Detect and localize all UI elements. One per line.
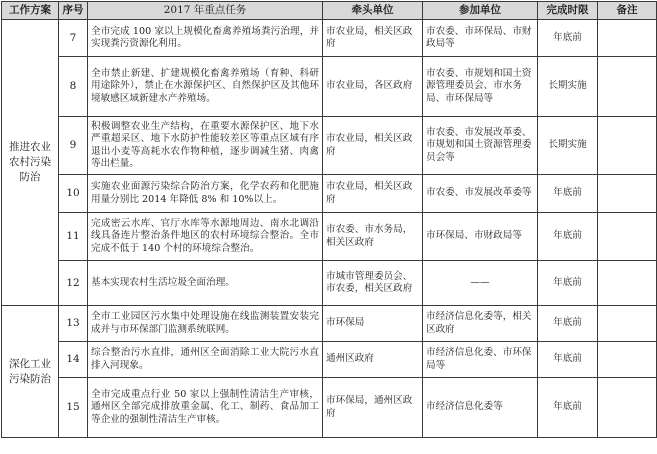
lead-unit-cell: 市城市管理委员会、市农委，相关区政府 [323, 261, 423, 306]
row-number: 10 [59, 175, 88, 213]
participants-cell: —— [423, 261, 538, 306]
task-cell: 全市禁止新建、扩建规模化畜禽养殖场（育种、科研用途除外），禁止在水源保护区、自然保护区及其他环境敏感区域新建水产养殖场。 [88, 57, 323, 117]
lead-unit-cell: 市农业局，相关区政府 [323, 175, 423, 213]
table-row [2, 57, 657, 117]
deadline-cell: 长期实施 [538, 57, 598, 117]
task-cell: 积极调整农业生产结构，在重要水源保护区、地下水严重超采区、地下水防护性能较差区等重点区域有序退出小麦等高耗水农作物种植，逐步调减生猪、肉禽等出栏量。 [88, 117, 323, 175]
deadline-cell: 年底前 [538, 261, 598, 306]
remarks-cell [598, 342, 657, 378]
plan-cell: 深化工业污染防治 [2, 306, 59, 438]
table-row [2, 20, 657, 57]
row-number: 11 [59, 213, 88, 261]
participants-cell: 市农委、市环保局、市财政局等 [423, 20, 538, 57]
deadline-cell: 年底前 [538, 175, 598, 213]
deadline-cell: 长期实施 [538, 117, 598, 175]
task-cell: 全市完成重点行业 50 家以上强制性清洁生产审核，通州区全部完成排放重金属、化工、制药、食品加工等企业的强制性清洁生产审核。 [88, 378, 323, 438]
table-row [2, 117, 657, 175]
task-cell: 全市工业园区污水集中处理设施在线监测装置安装完成并与市环保部门监测系统联网。 [88, 306, 323, 342]
lead-unit-cell: 市农业局，各区政府 [323, 57, 423, 117]
participants-cell: 市环保局、市财政局等 [423, 213, 538, 261]
header-remarks: 备注 [598, 2, 657, 20]
plan-cell: 推进农业农村污染防治 [2, 20, 59, 306]
lead-unit-cell: 市农业局，相关区政府 [323, 117, 423, 175]
header-plan: 工作方案 [2, 2, 59, 20]
participants-cell: 市农委、市规划和国土资源管理委员会、市水务局、市环保局等 [423, 57, 538, 117]
row-number: 8 [59, 57, 88, 117]
deadline-cell: 年底前 [538, 378, 598, 438]
header-row [2, 2, 657, 20]
row-number: 7 [59, 20, 88, 57]
table-row [2, 261, 657, 306]
task-table [1, 1, 657, 438]
participants-cell: 市农委、市发展改革委等 [423, 175, 538, 213]
task-cell: 综合整治污水直排，通州区全面消除工业大院污水直排入河现象。 [88, 342, 323, 378]
lead-unit-cell: 市农委、市水务局，相关区政府 [323, 213, 423, 261]
task-cell: 完成密云水库、官厅水库等水源地周边、南水北调沿线具备连片整治条件地区的农村环境综合整治。全市完成不低于 140 个村的环境综合整治。 [88, 213, 323, 261]
table-row [2, 175, 657, 213]
remarks-cell [598, 175, 657, 213]
table-row [2, 378, 657, 438]
row-number: 12 [59, 261, 88, 306]
header-deadline: 完成时限 [538, 2, 598, 20]
remarks-cell [598, 306, 657, 342]
task-cell: 基本实现农村生活垃圾全面治理。 [88, 261, 323, 306]
table-row [2, 342, 657, 378]
remarks-cell [598, 20, 657, 57]
deadline-cell: 年底前 [538, 20, 598, 57]
row-number: 13 [59, 306, 88, 342]
row-number: 9 [59, 117, 88, 175]
remarks-cell [598, 117, 657, 175]
header-participants: 参加单位 [423, 2, 538, 20]
remarks-cell [598, 378, 657, 438]
deadline-cell: 年底前 [538, 342, 598, 378]
lead-unit-cell: 通州区政府 [323, 342, 423, 378]
participants-cell: 市经济信息化委等 [423, 378, 538, 438]
table-row [2, 306, 657, 342]
row-number: 14 [59, 342, 88, 378]
task-cell: 全市完成 100 家以上规模化畜禽养殖场粪污治理，并实现粪污资源化利用。 [88, 20, 323, 57]
lead-unit-cell: 市环保局，通州区政府 [323, 378, 423, 438]
remarks-cell [598, 57, 657, 117]
deadline-cell: 年底前 [538, 213, 598, 261]
deadline-cell: 年底前 [538, 306, 598, 342]
header-num: 序号 [59, 2, 88, 20]
participants-cell: 市经济信息化委、市环保局等 [423, 342, 538, 378]
participants-cell: 市农委、市发展改革委、市规划和国土资源管理委员会等 [423, 117, 538, 175]
task-cell: 实施农业面源污染综合防治方案，化学农药和化肥施用量分别比 2014 年降低 8% 和 10%以上。 [88, 175, 323, 213]
lead-unit-cell: 市环保局 [323, 306, 423, 342]
lead-unit-cell: 市农业局，相关区政府 [323, 20, 423, 57]
table-row [2, 213, 657, 261]
header-lead: 牵头单位 [323, 2, 423, 20]
row-number: 15 [59, 378, 88, 438]
remarks-cell [598, 213, 657, 261]
remarks-cell [598, 261, 657, 306]
participants-cell: 市经济信息化委等，相关区政府 [423, 306, 538, 342]
header-task: 2017 年重点任务 [88, 2, 323, 20]
